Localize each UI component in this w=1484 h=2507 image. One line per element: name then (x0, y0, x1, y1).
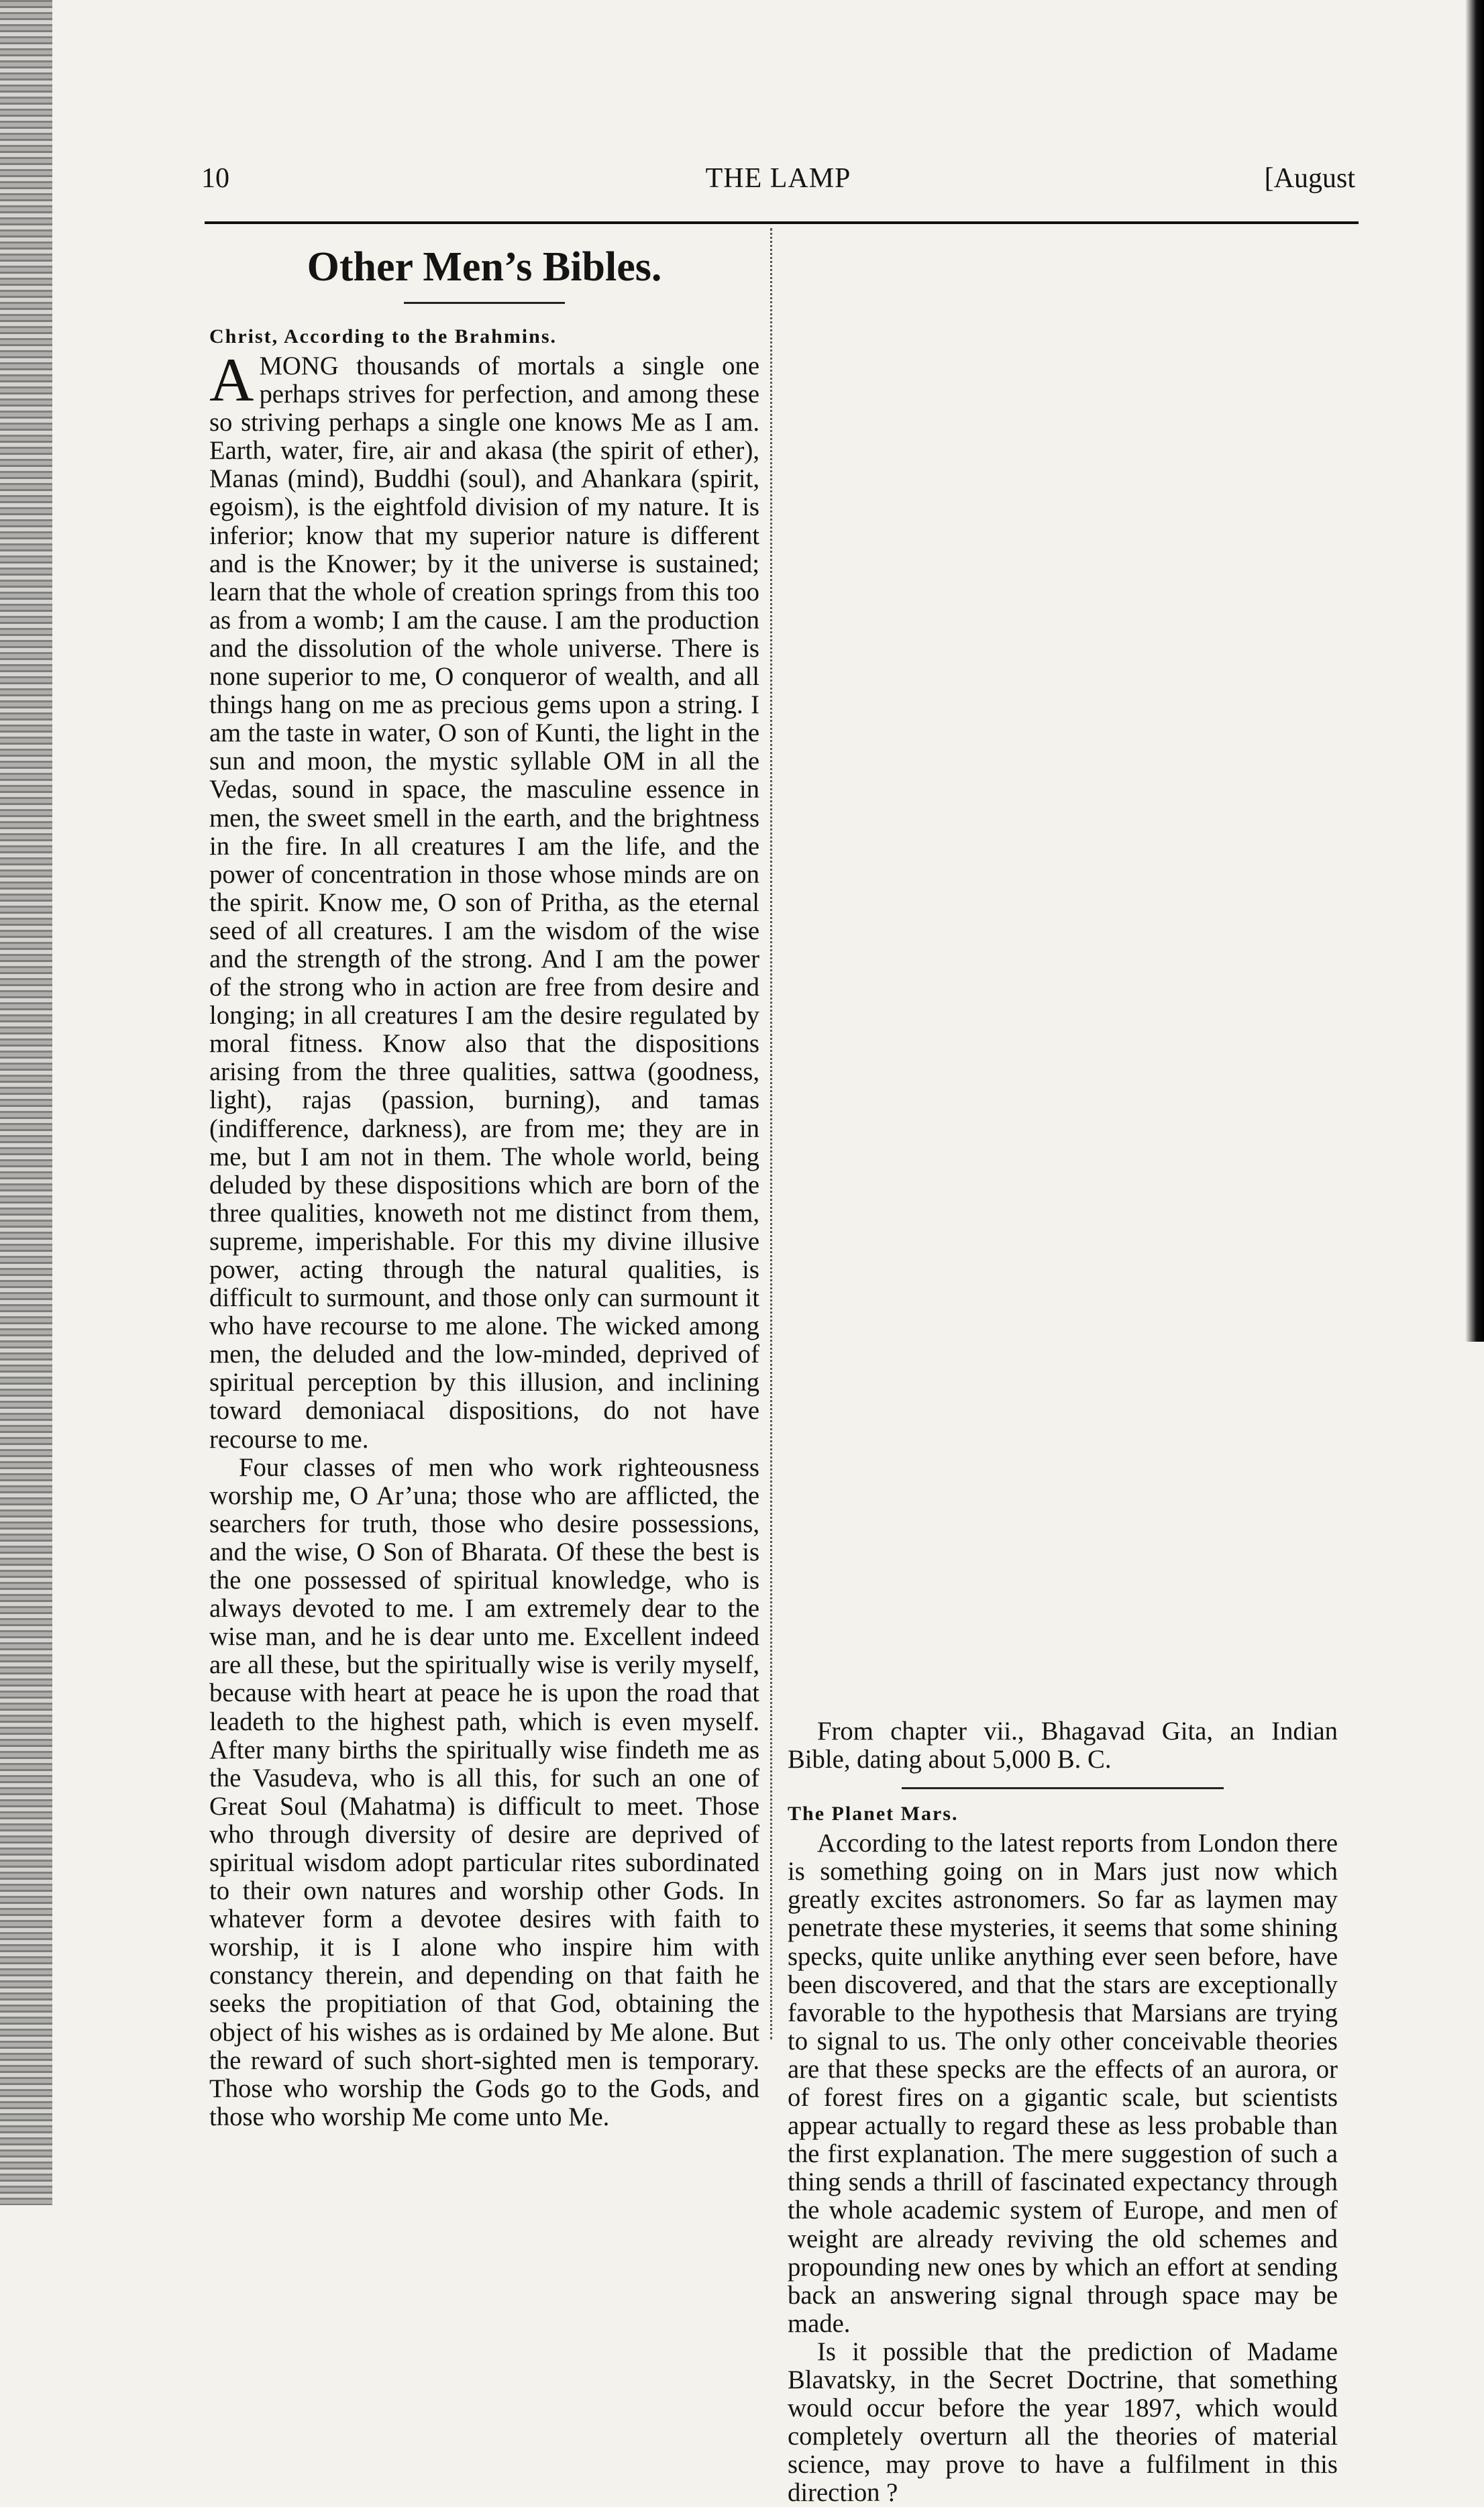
mars-subhead: The Planet Mars. (788, 1803, 959, 1825)
mars-paragraph-1: According to the latest reports from London there is something going on in Mars just now which greatly excites astronomers. So far as laymen may penetrate these mysteries, it seems that some shining specks, quite unlike anything ever seen before, have been discovered, and that the stars are exceptionally favorable to the hypothesis that Marsians are trying to signal to us. The only other conceivable theories are that these specks are the effects of an aurora, or of forest fires on a gigantic scale, but scientists appear actually to regard these as less probable than the first explanation. The mere suggestion of such a thing sends a thrill of fascinated expectancy through the whole academic system of Europe, and men of weight are already reviving the old schemes and propounding new ones by which an effort at sending back an answering signal through space may be made. (788, 1829, 1338, 2338)
header-rule (205, 221, 1359, 224)
journal-title: THE LAMP (705, 163, 851, 194)
title-rule (404, 302, 565, 304)
mars-paragraph-2: Is it possible that the prediction of Madame Blavatsky, in the Secret Doctrine, that something would occur before the year 1897, which would completely overturn all the theories of material science, may prove to have a fulfilment in this direction ? (788, 2337, 1338, 2507)
article-paragraph-1-text: MONG thousands of mortals a single one perhaps strives for perfection, and among these so striving perhaps a single one knows Me as I am. Earth, water, fire, air and akasa (the spirit of ether), Manas (mind), Buddhi (soul), and Ahankara (spirit, egoism), is the eightfold division of my nature. It is inferior; know that my superior nature is different and is the Knower; by it the universe is sustained; learn that the whole of creation springs from this too as from a womb; I am the cause. I am the production and the dissolution of the whole universe. There is none superior to me, O conqueror of wealth, and all things hang on me as precious gems upon a string. I am the taste in water, O son of Kunti, the light in the sun and moon, the mystic syllable OM in all the Vedas, sound in space, the masculine essence in men, the sweet smell in the earth, and the brightness in the fire. In all creatures I am the life, and the power of concentration in those whose minds are on the spirit. Know me, O son of Pritha, as the eternal seed of all creatures. I am the wisdom of the wise and the strength of the strong. And I am the power of the strong who in action are free from desire and longing; in all creatures I am the desire regulated by moral fitness. Know also that the dispositions arising from the three qualities, sattwa (goodness, light), rajas (passion, burning), and tamas (indifference, darkness), are from me; they are in me, but I am not in them. The whole world, being deluded by these dispositions which are born of the three qualities, knoweth not me distinct from them, supreme, imperishable. For this my divine illusive power, acting through the natural qualities, is difficult to surmount, and those only can surmount it who have recourse to me alone. The wicked among men, the deluded and the low-minded, deprived of spiritual perception by this illusion, and inclining toward demoniacal dispositions, do not have recourse to me. (209, 352, 759, 1454)
article-source-note: From chapter vii., Bhagavad Gita, an Indian Bible, dating about 5,000 B. C. (788, 1717, 1338, 1774)
right-column (788, 1717, 1338, 2507)
section-rule (902, 1787, 1224, 1789)
article-subhead: Christ, According to the Brahmins. (209, 325, 557, 348)
article-paragraph-1 (209, 345, 759, 1454)
drop-cap: A (209, 345, 254, 414)
page-number: 10 (201, 163, 229, 194)
running-head (201, 158, 1355, 199)
scan-right-edge (1465, 0, 1484, 1342)
left-column (209, 242, 759, 2131)
column-divider (770, 228, 772, 2039)
issue-month: [August (1264, 163, 1355, 194)
scan-binding-edge (0, 0, 52, 2205)
article-title: Other Men’s Bibles. (307, 244, 662, 290)
article-paragraph-2: Four classes of men who work righteousness worship me, O Ar’una; those who are afflicted, the searchers for truth, those who desire possessions, and the wise, O Son of Bharata. Of these the best is the one possessed of spiritual knowledge, who is always devoted to me. I am extremely dear to the wise man, and he is dear unto me. Excellent indeed are all these, but the spiritually wise is verily myself, because with heart at peace he is upon the road that leadeth to the highest path, which is even myself. After many births the spiritually wise findeth me as the Vasudeva, who is all this, for such an one of Great Soul (Mahatma) is difficult to meet. Those who through diversity of desire are deprived of spiritual wisdom adopt particular rites subordinated to their own natures and worship other Gods. In whatever form a devotee desires with faith to worship, it is I alone who inspire him with constancy therein, and depending on that faith he seeks the propitiation of that God, obtaining the object of his wishes as is ordained by Me alone. But the reward of such short-sighted men is temporary. Those who worship the Gods go to the Gods, and those who worship Me come unto Me. (209, 1453, 759, 2131)
